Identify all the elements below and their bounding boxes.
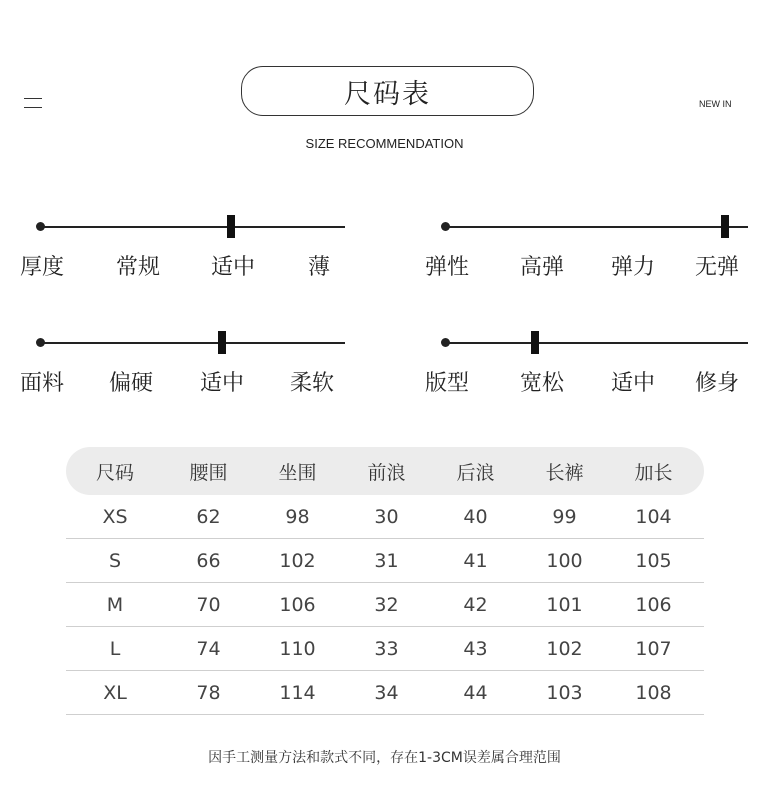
table-cell: 34 [374, 681, 399, 704]
table-cell: 100 [546, 549, 583, 572]
table-cell: 103 [546, 681, 583, 704]
table-cell: S [108, 549, 122, 572]
table-cell: 101 [546, 593, 583, 616]
scale-option: 偏硬 [109, 371, 154, 396]
scale-line [40, 342, 345, 344]
scale-option: 无弹 [695, 255, 740, 280]
page-subtitle: SIZE RECOMMENDATION [305, 136, 464, 151]
scale-marker [227, 215, 235, 238]
table-cell: 105 [635, 549, 672, 572]
table-cell: 98 [285, 505, 310, 528]
table-cell: 70 [196, 593, 221, 616]
scale-option: 高弹 [520, 255, 565, 280]
scale-title: 面料 [20, 371, 65, 396]
table-cell: 41 [463, 549, 488, 572]
table-cell: XL [103, 681, 127, 704]
scale-fabric [20, 315, 345, 396]
scale-title: 版型 [425, 371, 470, 396]
measurement-note: 因手工测量方法和款式不同，存在1-3CM误差属合理范围 [208, 750, 561, 766]
table-cell: 31 [374, 549, 399, 572]
table-cell: 44 [463, 681, 488, 704]
scale-option: 弹力 [611, 255, 656, 280]
table-cell: 42 [463, 593, 488, 616]
scale-option: 宽松 [520, 371, 565, 396]
header-cell: 尺码 [95, 461, 134, 484]
table-cell: 99 [552, 505, 577, 528]
table-cell: 33 [374, 637, 399, 660]
table-cell: 102 [279, 549, 316, 572]
page-title: 尺码表 [241, 66, 534, 116]
header-cell: 坐围 [278, 461, 317, 484]
scale-thickness [20, 199, 345, 280]
scale-option: 柔软 [290, 371, 335, 396]
table-row [66, 539, 704, 583]
table-cell: 114 [279, 681, 316, 704]
scale-option: 适中 [611, 371, 656, 396]
table-row [66, 671, 704, 715]
table-cell: 62 [196, 505, 221, 528]
scale-title: 弹性 [425, 255, 470, 280]
size-table-header [66, 447, 704, 495]
table-cell: 40 [463, 505, 488, 528]
scale-option: 适中 [211, 255, 256, 280]
table-cell: L [109, 637, 121, 660]
scale-option: 薄 [308, 255, 331, 280]
scale-marker [721, 215, 729, 238]
scale-line [40, 226, 345, 228]
table-cell: 74 [196, 637, 221, 660]
table-cell: 108 [635, 681, 672, 704]
scale-line [445, 342, 748, 344]
table-cell: 32 [374, 593, 399, 616]
menu-icon[interactable] [24, 98, 42, 108]
scale-elasticity [425, 199, 748, 280]
table-cell: 106 [279, 593, 316, 616]
new-in-label: NEW IN [699, 99, 732, 109]
table-cell: 43 [463, 637, 488, 660]
size-table [66, 447, 704, 715]
scale-option: 适中 [200, 371, 245, 396]
table-cell: 66 [196, 549, 221, 572]
table-cell: 110 [279, 637, 316, 660]
scale-marker [531, 331, 539, 354]
scale-title: 厚度 [20, 255, 65, 280]
table-cell: 107 [635, 637, 672, 660]
header-cell: 长裤 [545, 461, 584, 484]
table-cell: 30 [374, 505, 399, 528]
scale-option: 修身 [695, 371, 740, 396]
table-cell: 78 [196, 681, 221, 704]
table-row [66, 627, 704, 671]
table-cell: 102 [546, 637, 583, 660]
header-cell: 后浪 [456, 461, 495, 484]
scale-marker [218, 331, 226, 354]
table-row [66, 495, 704, 539]
header-cell: 腰围 [189, 461, 228, 484]
table-cell: M [106, 593, 124, 616]
header-cell: 前浪 [367, 461, 406, 484]
table-cell: 104 [635, 505, 672, 528]
table-cell: XS [102, 505, 128, 528]
table-row [66, 583, 704, 627]
scale-line [445, 226, 748, 228]
header-cell: 加长 [634, 461, 673, 484]
scale-fit [425, 315, 748, 396]
size-table-body [66, 495, 704, 715]
table-cell: 106 [635, 593, 672, 616]
scale-option: 常规 [116, 255, 161, 280]
